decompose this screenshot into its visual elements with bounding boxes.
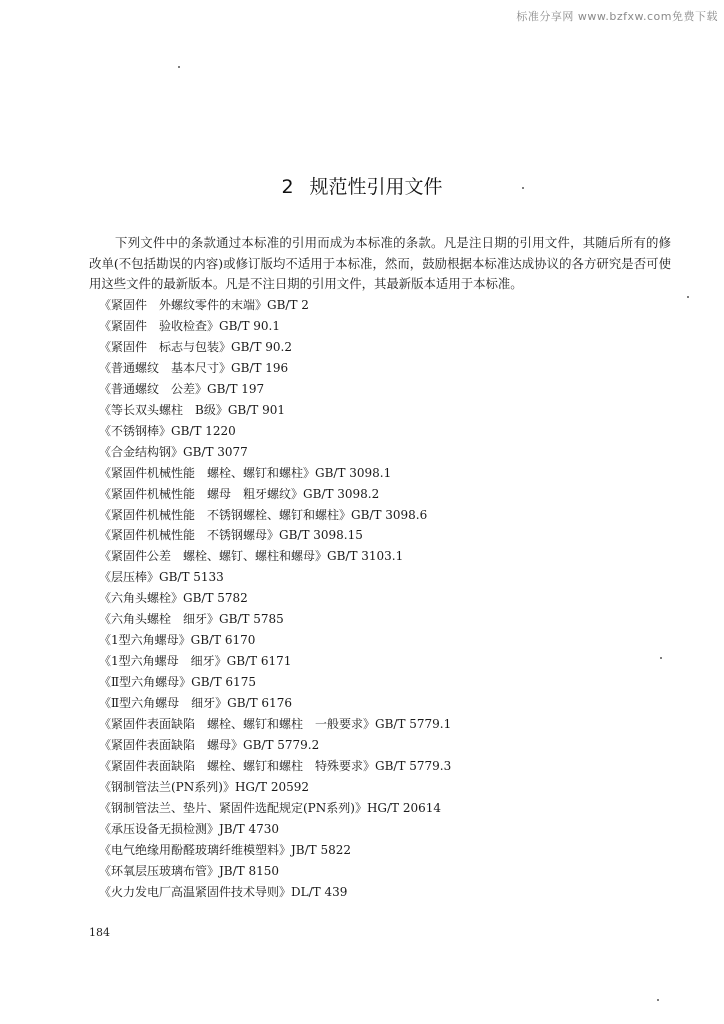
reference-item: 《1型六角螺母》GB/T 6170 (99, 633, 256, 648)
reference-item: 《等长双头螺柱 B级》GB/T 901 (99, 402, 285, 417)
reference-item: 《紧固件表面缺陷 螺栓、螺钉和螺柱 特殊要求》GB/T 5779.3 (99, 758, 452, 773)
reference-item: 《普通螺纹 基本尺寸》GB/T 196 (99, 360, 289, 375)
scan-speck (657, 999, 659, 1001)
reference-item: 《紧固件机械性能 不锈钢螺母》GB/T 3098.15 (99, 528, 363, 543)
reference-item: 《钢制管法兰、垫片、紧固件选配规定(PN系列)》HG/T 20614 (99, 800, 442, 815)
intro-paragraph: 下列文件中的条款通过本标准的引用而成为本标准的条款。凡是注日期的引用文件，其随后所有的修改单(不包括勘误的内容)或修订版均不适用于本标准，然而，鼓励根据本标准达成协议的各方研究是否可使用这些文件的最新版本。凡是不注日期的引用文件，其最新版本适用于本标准。 (89, 235, 671, 291)
reference-item: 《1型六角螺母 细牙》GB/T 6171 (99, 654, 292, 669)
reference-item: 《紧固件 外螺纹零件的末端》GB/T 2 (99, 298, 309, 312)
section-title: 规范性引用文件 (309, 176, 443, 198)
page-number: 184 (89, 926, 110, 939)
reference-item: 《电气绝缘用酚醛玻璃纤维模塑料》JB/T 5822 (99, 842, 352, 857)
reference-item: 《承压设备无损检测》JB/T 4730 (99, 821, 280, 836)
reference-item: 《紧固件 标志与包装》GB/T 90.2 (99, 339, 292, 354)
scan-speck (687, 296, 689, 298)
reference-item: 《紧固件机械性能 螺栓、螺钉和螺柱》GB/T 3098.1 (99, 465, 392, 480)
reference-item: 《环氧层压玻璃布管》JB/T 8150 (99, 863, 280, 878)
scan-speck (660, 657, 662, 659)
reference-item: 《紧固件表面缺陷 螺母》GB/T 5779.2 (99, 738, 320, 753)
reference-item: 《不锈钢棒》GB/T 1220 (99, 423, 236, 438)
reference-item: 《六角头螺栓》GB/T 5782 (99, 591, 248, 606)
reference-item: 《紧固件机械性能 不锈钢螺栓、螺钉和螺柱》GB/T 3098.6 (99, 507, 428, 522)
reference-item: 《紧固件 验收检查》GB/T 90.1 (99, 318, 280, 333)
reference-item: 《Ⅱ型六角螺母 细牙》GB/T 6176 (99, 696, 292, 711)
watermark: 标准分享网 www.bzfxw.com免费下载 (516, 10, 718, 23)
reference-item: 《合金结构钢》GB/T 3077 (99, 444, 248, 459)
reference-item: 《紧固件公差 螺栓、螺钉、螺柱和螺母》GB/T 3103.1 (99, 549, 404, 564)
reference-item: 《Ⅱ型六角螺母》GB/T 6175 (99, 675, 256, 690)
scan-speck (522, 187, 524, 189)
section-number: 2 (281, 176, 294, 198)
reference-item: 《紧固件机械性能 螺母 粗牙螺纹》GB/T 3098.2 (99, 486, 380, 501)
reference-item: 《火力发电厂高温紧固件技术导则》DL/T 439 (99, 884, 348, 899)
reference-list (99, 295, 659, 903)
reference-item: 《层压棒》GB/T 5133 (99, 570, 224, 585)
reference-item: 《六角头螺栓 细牙》GB/T 5785 (99, 612, 284, 627)
reference-item: 《紧固件表面缺陷 螺栓、螺钉和螺柱 一般要求》GB/T 5779.1 (99, 717, 452, 732)
reference-item: 《普通螺纹 公差》GB/T 197 (99, 381, 265, 396)
section-heading (0, 172, 724, 199)
scan-speck (178, 66, 180, 68)
reference-item: 《钢制管法兰(PN系列)》HG/T 20592 (99, 779, 310, 794)
